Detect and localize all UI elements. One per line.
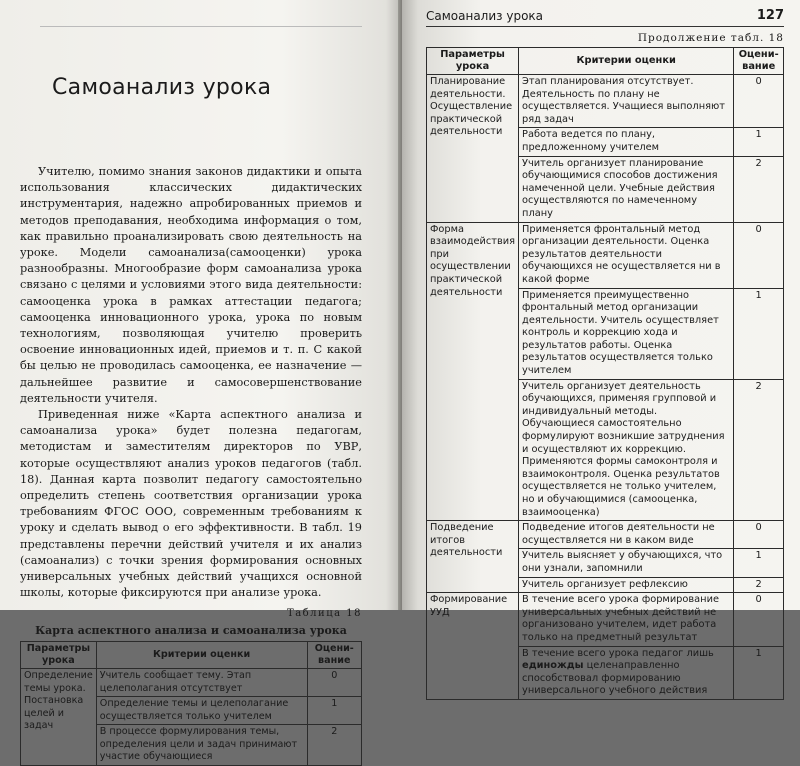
- score-cell: 1: [734, 288, 784, 379]
- score-cell: 0: [307, 669, 362, 697]
- score-cell: 1: [307, 697, 362, 725]
- criterion-cell: Подведение итогов деятельности не осуществляется ни в каком виде: [519, 521, 734, 549]
- page-number: 127: [756, 8, 784, 23]
- header-score: Оцени-вание: [307, 642, 362, 669]
- running-head: [40, 10, 362, 27]
- criterion-text: целенаправленно способствовал формированию универсального учебного действия: [522, 660, 708, 697]
- score-cell: 2: [734, 577, 784, 593]
- right-page: [402, 0, 800, 697]
- parameter-cell: Определение темы урока. Постановка целей и задач: [21, 669, 97, 766]
- table-header-row: [21, 642, 362, 669]
- table-continuation-label: Продолжение табл. 18: [637, 32, 784, 44]
- score-cell: 2: [734, 156, 784, 222]
- criterion-cell: Этап планирования отсутствует. Деятельность по плану не осуществляется. Учащиеся выполняют ряд задач: [519, 75, 734, 128]
- body-text: [20, 164, 362, 601]
- criterion-cell: В процессе формулирования темы, определения цели и задач принимают участие обучающиеся: [96, 725, 307, 766]
- criterion-cell: Учитель выясняет у обучающихся, что они узнали, запомнили: [519, 549, 734, 577]
- table-row: [427, 521, 784, 549]
- criterion-cell: Учитель организует планирование обучающимися способов достижения намеченной цели. Учебные действия осуществляются по намеченному плану: [519, 156, 734, 222]
- criterion-cell: Определение темы и целеполагание осуществляется только учителем: [96, 697, 307, 725]
- criterion-cell: [519, 646, 734, 699]
- table-row: [21, 669, 362, 697]
- score-cell: 1: [734, 646, 784, 699]
- score-cell: 0: [734, 521, 784, 549]
- parameter-cell: Подведение итогов деятельности: [427, 521, 519, 593]
- score-cell: 1: [734, 128, 784, 156]
- header-score: Оцени-вание: [734, 48, 784, 75]
- criterion-cell: Применяется преимущественно фронтальный метод организации деятельности. Учитель осуществляет контроль и коррекцию хода и результатов работы. Оценка результатов осуществляется только учителем: [519, 288, 734, 379]
- score-cell: 0: [734, 222, 784, 288]
- criterion-text: В течение всего урока педагог лишь: [522, 647, 714, 659]
- header-parameters: Параметры урока: [427, 48, 519, 75]
- criterion-cell: Учитель организует рефлексию: [519, 577, 734, 593]
- header-title: Самоанализ урока: [426, 9, 544, 23]
- criterion-cell: Работа ведется по плану, предложенному учителем: [519, 128, 734, 156]
- table-row: [427, 222, 784, 288]
- score-cell: 2: [734, 379, 784, 521]
- table-row: [427, 75, 784, 128]
- table-caption: Карта аспектного анализа и самоанализа урока: [35, 624, 347, 638]
- table-row: [427, 593, 784, 646]
- parameter-cell: Форма взаимодействия при осуществлении практической деятельности: [427, 222, 519, 521]
- parameter-cell: Формирование УУД: [427, 593, 519, 700]
- assessment-table-continued: [426, 47, 784, 700]
- header-criteria: Критерии оценки: [519, 48, 734, 75]
- header-criteria: Критерии оценки: [96, 642, 307, 669]
- table-header-row: [427, 48, 784, 75]
- score-cell: 1: [734, 549, 784, 577]
- criterion-cell: Учитель сообщает тему. Этап целеполагания отсутствует: [96, 669, 307, 697]
- section-heading: Самоанализ урока: [52, 75, 272, 100]
- criterion-cell: Применяется фронтальный метод организации деятельности. Оценка результатов деятельности обучающихся не осуществляется ни в какой форме: [519, 222, 734, 288]
- criterion-emphasis: единожды: [522, 660, 584, 672]
- page-header: [426, 8, 784, 27]
- score-cell: 2: [307, 725, 362, 766]
- score-cell: 0: [734, 593, 784, 646]
- criterion-cell: В течение всего урока формирование универсальных учебных действий не организовано учителем, идет работа только на предметный результат: [519, 593, 734, 646]
- paragraph: Приведенная ниже «Карта аспектного анализа и самоанализа урока» будет полезна педагогам, методистам и заместителям директоров по УВР, которые осуществляют анализ уроков педагогов (табл. 18). Данная карта позволит педагогу самостоятельно определить степень соответствия организации урока требованиям ФГОС ООО, современным требованиям к уроку и сделать вывод о его эффективности. В табл. 19 представлены перечни действий учителя и их анализ (самоанализ) с точки зрения формирования основных универсальных учебных действий учащихся основной школы, которые фиксируются при анализе урока.: [20, 408, 362, 600]
- header-parameters: Параметры урока: [21, 642, 97, 669]
- paragraph: Учителю, помимо знания законов дидактики и опыта использования классических дидактических инструментария, надежно апробированных приемов и методов преподавания, необходима информация о том, как правильно проанализировать свою деятельность на уроке. Модели самоанализа(самооценки) урока разнообразны. Многообразие форм самоанализа урока связано с целями и условиями этого вида деятельности: самооценка урока в рамках аттестации педагога; самооценка инновационного урока, урока по новым технологиям, позволяющая учителю проверить освоение инновационных идей, приемов и т. п. С какой бы целью не проводилась самооценка, ее назначение — дальнейшее развитие и самосовершенствование деятельности учителя.: [20, 165, 362, 405]
- criterion-cell: Учитель организует деятельность обучающихся, применяя групповой и индивидуальный методы. Обучающиеся самостоятельно формулируют возникшие затруднения и осуществляют их коррекцию. Применяются формы самоконтроля и взаимоконтроля. Оценка результатов осуществляется не только учителем, но и обучающимися (самооценка, взаимооценка): [519, 379, 734, 521]
- score-cell: 0: [734, 75, 784, 128]
- parameter-cell: Планирование деятельности. Осуществление практической деятельности: [427, 75, 519, 223]
- assessment-table: [20, 641, 362, 766]
- table-number: Таблица 18: [287, 608, 362, 620]
